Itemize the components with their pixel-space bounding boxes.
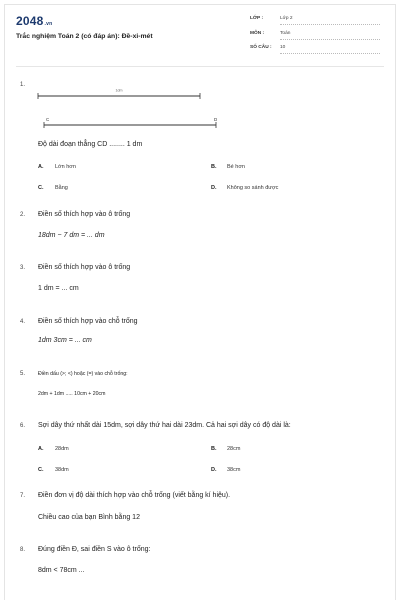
question-3-expression[interactable]: 1 dm = ... cm — [38, 285, 79, 292]
option-text: 38dm — [55, 467, 69, 473]
option-letter: B. — [211, 164, 217, 170]
question-1-number: 1. — [20, 82, 26, 88]
question-5-text: Điền dấu (>; <) hoặc (=) vào chỗ trống: — [38, 371, 128, 377]
question-8-number: 8. — [20, 547, 26, 553]
brand-suffix: .vn — [44, 21, 53, 27]
option-letter: C. — [38, 467, 44, 473]
option-text: Bé hơn — [227, 164, 245, 170]
question-2-expression[interactable]: 18dm − 7 dm = ... dm — [38, 232, 105, 239]
question-6-text: Sợi dây thứ nhất dài 15dm, sợi dây thứ hai dài 23dm. Cả hai sợi dây có độ dài là: — [38, 422, 291, 429]
option-letter: D. — [211, 467, 217, 473]
segment-figure — [34, 88, 224, 130]
question-8-expression[interactable]: 8dm < 78cm ... — [38, 567, 85, 574]
question-4-number: 4. — [20, 319, 26, 325]
question-4-text: Điền số thích hợp vào chỗ trống — [38, 318, 138, 325]
brand-logo[interactable] — [16, 14, 52, 28]
option-text: 38cm — [227, 467, 241, 473]
point-d-label: D — [214, 117, 218, 122]
meta-underline — [280, 53, 380, 54]
meta-class-label: LỚP : — [250, 16, 264, 21]
question-7-expression[interactable]: Chiều cao của bạn Bình bằng 12 — [38, 514, 140, 521]
option-text: Bằng — [55, 185, 68, 191]
option-text: 28dm — [55, 446, 69, 452]
question-4-expression[interactable]: 1dm 3cm = ... cm — [38, 337, 92, 344]
question-3-text: Điền số thích hợp vào ô trống — [38, 264, 131, 271]
question-7-text: Điền đơn vị độ dài thích hợp vào chỗ trống (viết bằng kí hiệu). — [38, 492, 231, 499]
meta-underline — [280, 39, 380, 40]
option-letter: A. — [38, 164, 44, 170]
question-8-text: Đúng điền Đ, sai điền S vào ô trống: — [38, 546, 151, 553]
question-5-number: 5. — [20, 371, 26, 377]
option-letter: A. — [38, 446, 44, 452]
option-text: Lớn hơn — [55, 164, 76, 170]
brand-name: 2048 — [16, 14, 44, 28]
meta-underline — [280, 24, 380, 25]
meta-count-value: 10 — [280, 45, 286, 50]
question-7-number: 7. — [20, 493, 26, 499]
meta-count-label: SỐ CÂU : — [250, 45, 272, 50]
question-2-text: Điền số thích hợp vào ô trống — [38, 211, 131, 218]
point-c-label: C — [46, 117, 50, 122]
question-1-text: Độ dài đoạn thẳng CD ........ 1 dm — [38, 141, 143, 148]
option-letter: B. — [211, 446, 217, 452]
question-2-number: 2. — [20, 212, 26, 218]
question-6-number: 6. — [20, 423, 26, 429]
option-text: Không so sánh được — [227, 185, 279, 191]
header-divider — [16, 66, 384, 67]
reference-segment-label: 1dm — [115, 88, 123, 93]
question-3-number: 3. — [20, 265, 26, 271]
meta-subject-label: MÔN : — [250, 31, 265, 36]
option-text: 28cm — [227, 446, 241, 452]
meta-subject-value: Toán — [280, 31, 291, 36]
quiz-title: Trắc nghiệm Toán 2 (có đáp án): Đề-xi-mét — [16, 33, 153, 40]
meta-class-value: Lớp 2 — [280, 16, 293, 21]
option-letter: D. — [211, 185, 217, 191]
question-5-expression[interactable]: 2dm + 1dm ..... 10cm + 20cm — [38, 391, 106, 397]
option-letter: C. — [38, 185, 44, 191]
